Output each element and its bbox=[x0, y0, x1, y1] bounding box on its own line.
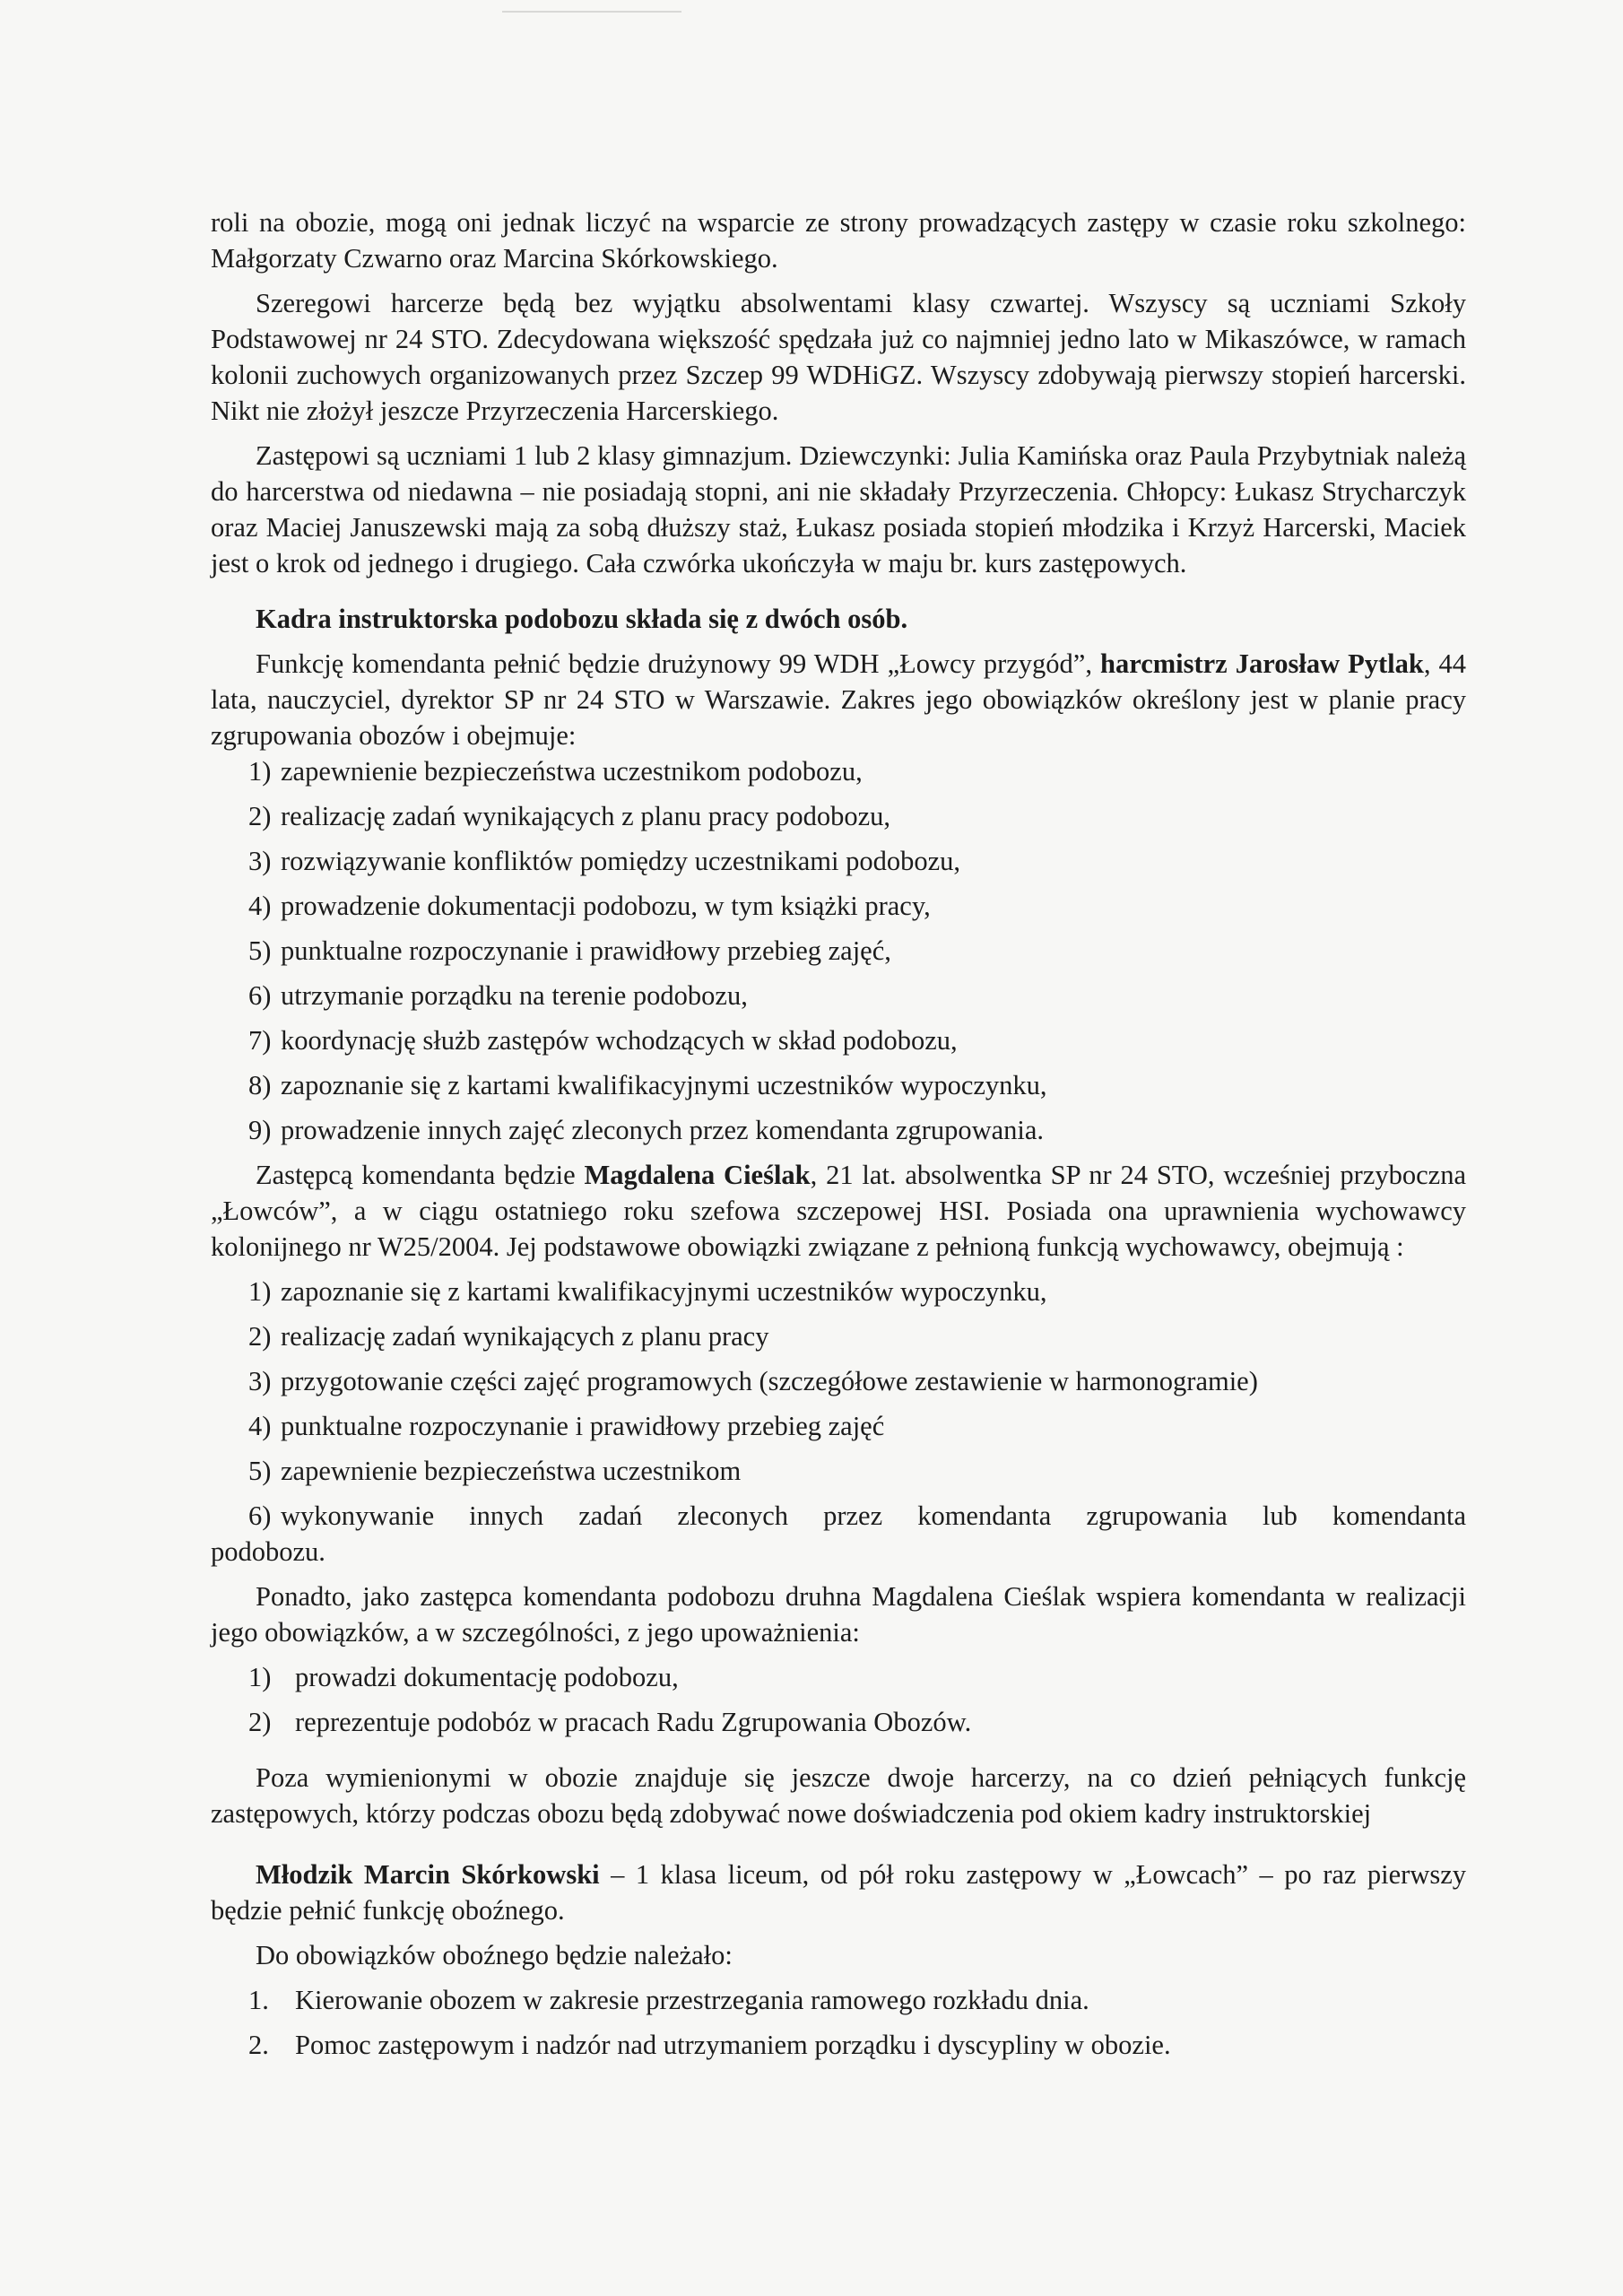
list-item-text: realizację zadań wynikających z planu pracy podobozu, bbox=[281, 801, 890, 831]
list-item-number: 4) bbox=[248, 1411, 272, 1441]
list-upowaznienie-items bbox=[211, 1659, 1466, 1740]
list-item-text: koordynację służb zastępów wchodzących w skład podobozu, bbox=[281, 1025, 958, 1056]
list-item-text: zapoznanie się z kartami kwalifikacyjnymi uczestników wypoczynku, bbox=[281, 1070, 1047, 1100]
list-item bbox=[211, 1363, 1466, 1399]
list-item-number: 5) bbox=[248, 935, 272, 966]
list-item-number: 2) bbox=[248, 1321, 272, 1352]
list-item-text: prowadzi dokumentację podobozu, bbox=[295, 1662, 679, 1692]
list-item-number: 2. bbox=[248, 2030, 269, 2060]
heading-kadra: Kadra instruktorska podobozu składa się z dwóch osób. bbox=[256, 604, 908, 634]
komendant-name: harcmistrz Jarosław Pytlak bbox=[1100, 648, 1424, 679]
list-item-number: 1) bbox=[248, 1662, 272, 1692]
komendant-text-b: , 44 lata, nauczyciel, dyrektor SP nr 24 STO w Warszawie. Zakres jego obowiązków określony jest w planie pracy zgrupowania obozów i obejmuje: bbox=[211, 648, 1467, 751]
zastepca-text-b: , 21 lat. absolwentka SP nr 24 STO, wcześniej przyboczna „Łowców”, a w ciągu ostatniego roku szefowa szczepowej HSI. Posiada ona uprawnienia wychowawcy kolonijnego nr W25/2004. Jej podstawowe obowiązki związane z pełnioną funkcją wychowawcy, obejmują : bbox=[211, 1160, 1466, 1262]
list-item-number: 9) bbox=[248, 1115, 272, 1145]
list-item-text: prowadzenie innych zajęć zleconych przez komendanta zgrupowania. bbox=[281, 1115, 1045, 1145]
list-obozny-items bbox=[211, 1982, 1466, 2063]
list-item-text: Pomoc zastępowym i nadzór nad utrzymaniem porządku i dyscypliny w obozie. bbox=[295, 2030, 1171, 2060]
list-item-number: 2) bbox=[248, 801, 272, 831]
zastepca-name: Magdalena Cieślak bbox=[584, 1160, 811, 1190]
list-item bbox=[211, 1498, 1466, 1570]
list-item-text: zapewnienie bezpieczeństwa uczestnikom bbox=[281, 1456, 742, 1486]
list-item-number: 6) bbox=[248, 1500, 272, 1531]
list-item-number: 3) bbox=[248, 1366, 272, 1396]
list-item-number: 3) bbox=[248, 846, 272, 876]
list-item bbox=[211, 1453, 1466, 1489]
list-item bbox=[211, 1659, 1466, 1695]
zastepca-text-a: Zastępcą komendanta będzie bbox=[256, 1160, 585, 1190]
list-item-text: wykonywanie innych zadań zleconych przez komendanta zgrupowania lub komendanta podobozu. bbox=[211, 1500, 1466, 1567]
list-item-text: punktualne rozpoczynanie i prawidłowy przebieg zajęć, bbox=[281, 935, 891, 966]
list-zastepca-items bbox=[211, 1274, 1466, 1570]
list-item bbox=[211, 1112, 1466, 1148]
list-item-number: 2) bbox=[248, 1707, 272, 1737]
list-item-number: 6) bbox=[248, 980, 272, 1011]
list-item-number: 5) bbox=[248, 1456, 272, 1486]
list-item bbox=[211, 1704, 1466, 1740]
list-item-number: 7) bbox=[248, 1025, 272, 1056]
list-komendant-items bbox=[211, 753, 1466, 1148]
obozny-name: Młodzik Marcin Skórkowski bbox=[256, 1859, 600, 1890]
list-item bbox=[211, 1274, 1466, 1309]
paragraph-szeregowi: Szeregowi harcerze będą bez wyjątku absolwentami klasy czwartej. Wszyscy są uczniami Szkoły Podstawowej nr 24 STO. Zdecydowana większość spędzała już co najmniej jedno lato w Mikaszówce, w ramach kolonii zuchowych organizowanych przez Szczep 99 WDHiGZ. Wszyscy zdobywają pierwszy stopień harcerski. Nikt nie złożył jeszcze Przyrzeczenia Harcerskiego. bbox=[211, 288, 1466, 426]
list-item bbox=[211, 753, 1466, 789]
list-item bbox=[211, 933, 1466, 969]
list-item bbox=[211, 798, 1466, 834]
list-item-text: Kierowanie obozem w zakresie przestrzegania ramowego rozkładu dnia. bbox=[295, 1985, 1089, 2015]
paragraph-zastepca bbox=[211, 1157, 1466, 1265]
list-item-number: 1. bbox=[248, 1985, 269, 2015]
list-item bbox=[211, 978, 1466, 1013]
list-item-text: punktualne rozpoczynanie i prawidłowy przebieg zajęć bbox=[281, 1411, 885, 1441]
paragraph-komendant bbox=[211, 646, 1466, 753]
list-item-text: reprezentuje podobóz w pracach Radu Zgrupowania Obozów. bbox=[295, 1707, 972, 1737]
obozny-text: – 1 klasa liceum, od pół roku zastępowy w „Łowcach” – po raz pierwszy będzie pełnić funkcję oboźnego. bbox=[211, 1859, 1467, 1926]
list-item bbox=[211, 888, 1466, 924]
list-item-number: 1) bbox=[248, 1276, 272, 1307]
list-item-text: prowadzenie dokumentacji podobozu, w tym książki pracy, bbox=[281, 891, 931, 921]
list-item-number: 4) bbox=[248, 891, 272, 921]
list-item-text: zapewnienie bezpieczeństwa uczestnikom podobozu, bbox=[281, 756, 863, 787]
list-item bbox=[211, 2027, 1466, 2063]
paragraph-intro: roli na obozie, mogą oni jednak liczyć na wsparcie ze strony prowadzących zastępy w czasie roku szkolnego: Małgorzaty Czwarno oraz Marcina Skórkowskiego. bbox=[211, 207, 1466, 274]
list-item-number: 1) bbox=[248, 756, 272, 787]
list-item bbox=[211, 1318, 1466, 1354]
paragraph-obozny bbox=[211, 1857, 1466, 1928]
list-item-text: zapoznanie się z kartami kwalifikacyjnymi uczestników wypoczynku, bbox=[281, 1276, 1047, 1307]
list-item-text: utrzymanie porządku na terenie podobozu, bbox=[281, 980, 748, 1011]
list-item-number: 8) bbox=[248, 1070, 272, 1100]
list-item bbox=[211, 1067, 1466, 1103]
paragraph-poza: Poza wymienionymi w obozie znajduje się jeszcze dwoje harcerzy, na co dzień pełniących funkcję zastępowych, którzy podczas obozu będą zdobywać nowe doświadczenia pod okiem kadry instruktorskiej bbox=[211, 1762, 1466, 1829]
scan-artifact bbox=[502, 11, 681, 13]
list-item bbox=[211, 1022, 1466, 1058]
list-item bbox=[211, 1982, 1466, 2018]
list-item bbox=[211, 1408, 1466, 1444]
paragraph-zastepowi: Zastępowi są uczniami 1 lub 2 klasy gimnazjum. Dziewczynki: Julia Kamińska oraz Paula Przybytniak należą do harcerstwa od niedawna – nie posiadają stopni, ani nie składały Przyrzeczenia. Chłopcy: Łukasz Strycharczyk oraz Maciej Januszewski mają za sobą dłuższy staż, Łukasz posiada stopień młodzika i Krzyż Harcerski, Maciek jest o krok od jednego i drugiego. Cała czwórka ukończyła w maju br. kurs zastępowych. bbox=[211, 440, 1466, 578]
paragraph-ponadto: Ponadto, jako zastępca komendanta podobozu druhna Magdalena Cieślak wspiera komendanta w realizacji jego obowiązków, a w szczególności, z jego upoważnienia: bbox=[211, 1581, 1466, 1648]
list-item-text: realizację zadań wynikających z planu pracy bbox=[281, 1321, 769, 1352]
list-item-text: przygotowanie części zajęć programowych (szczegółowe zestawienie w harmonogramie) bbox=[281, 1366, 1258, 1396]
paragraph-obowiazki-oboznego: Do obowiązków oboźnego będzie należało: bbox=[256, 1940, 733, 1970]
komendant-text-a: Funkcję komendanta pełnić będzie drużynowy 99 WDH „Łowcy przygód”, bbox=[256, 648, 1100, 679]
list-item-text: rozwiązywanie konfliktów pomiędzy uczestnikami podobozu, bbox=[281, 846, 961, 876]
list-item bbox=[211, 843, 1466, 879]
